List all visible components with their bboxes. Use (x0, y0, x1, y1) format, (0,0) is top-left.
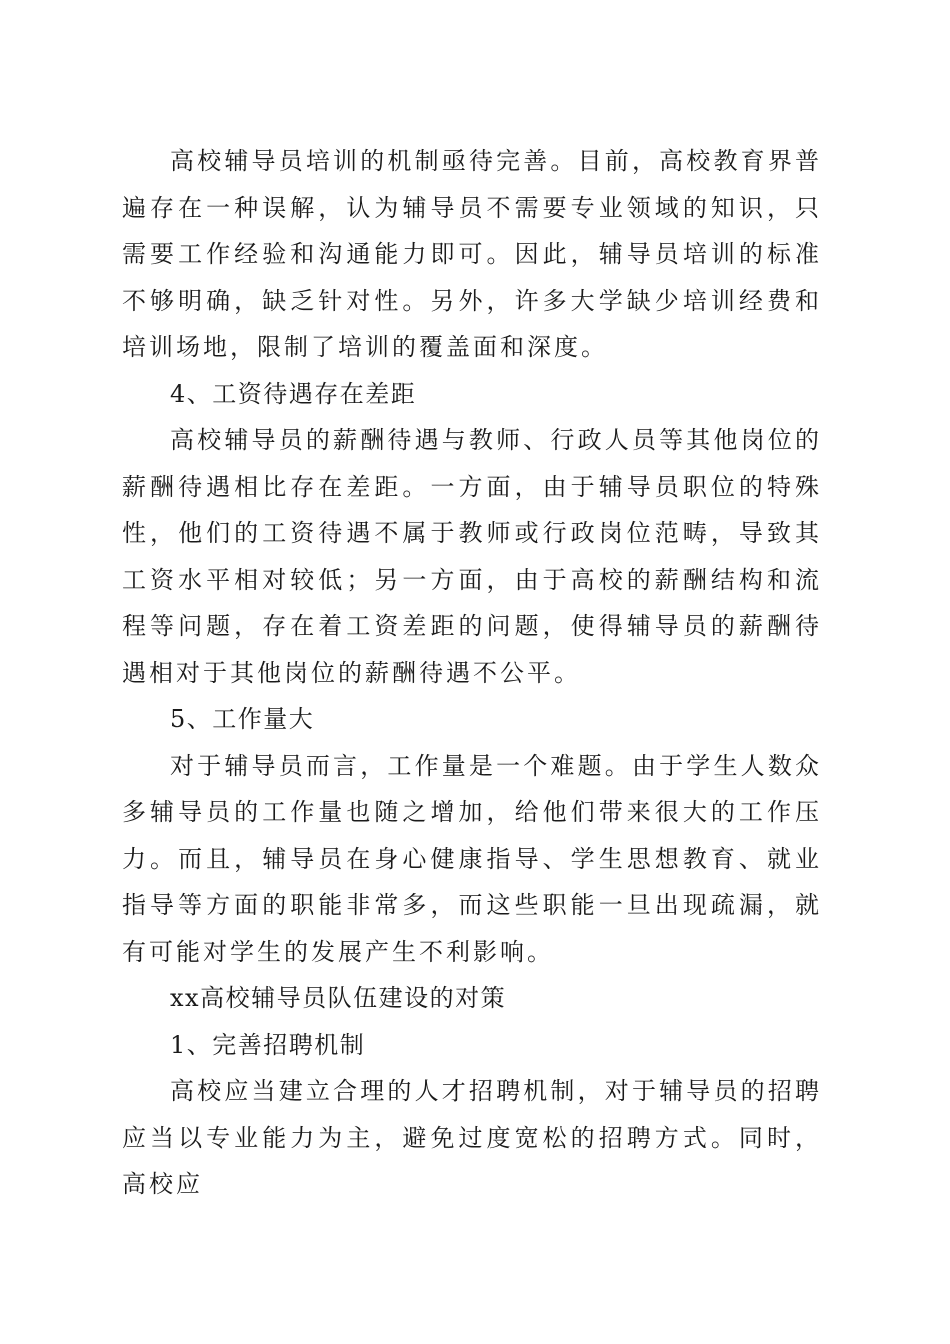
document-page (122, 138, 822, 1208)
heading-countermeasures: xx高校辅导员队伍建设的对策 (170, 984, 507, 1012)
paragraph-workload: 对于辅导员而言，工作量是一个难题。由于学生人数众多辅导员的工作量也随之增加，给他们带来很大的工作压力。而且，辅导员在身心健康指导、学生思想教育、就业指导等方面的职能非常多，而这些职能一旦出现疏漏，就有可能对学生的发展产生不利影响。 (122, 751, 822, 966)
paragraph-recruitment: 高校应当建立合理的人才招聘机制，对于辅导员的招聘应当以专业能力为主，避免过度宽松的招聘方式。同时，高校应 (122, 1077, 822, 1198)
heading-recruitment: 1、完善招聘机制 (170, 1030, 366, 1059)
heading-workload: 5、工作量大 (170, 705, 315, 733)
paragraph-salary-gap: 高校辅导员的薪酬待遇与教师、行政人员等其他岗位的薪酬待遇相比存在差距。一方面，由于辅导员职位的特殊性，他们的工资待遇不属于教师或行政岗位范畴，导致其工资水平相对较低；另一方面，由于高校的薪酬结构和流程等问题，存在着工资差距的问题，使得辅导员的薪酬待遇相对于其他岗位的薪酬待遇不公平。 (122, 426, 822, 687)
paragraph-training-mechanism: 高校辅导员培训的机制亟待完善。目前，高校教育界普遍存在一种误解，认为辅导员不需要专业领域的知识，只需要工作经验和沟通能力即可。因此，辅导员培训的标准不够明确，缺乏针对性。另外，许多大学缺少培训经费和培训场地，限制了培训的覆盖面和深度。 (122, 147, 822, 361)
heading-salary-gap: 4、工资待遇存在差距 (170, 379, 417, 408)
